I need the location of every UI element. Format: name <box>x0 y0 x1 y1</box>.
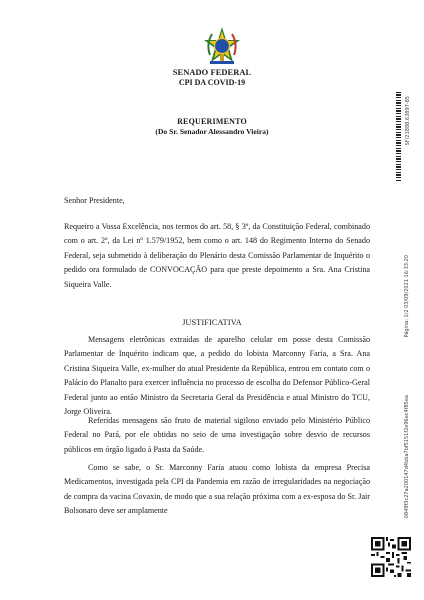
salutation: Senhor Presidente, <box>64 196 125 205</box>
header-cpi-covid: CPI DA COVID-19 <box>178 78 246 87</box>
barcode-icon <box>396 92 401 182</box>
request-paragraph: Requeiro a Vossa Excelência, nos termos do art. 58, § 3º, da Constituição Federal, combinado com o art. 2º, da Lei nº 1.579/1952, bem como o art. 148 do Regimento Interno do Senado Federal, seja submetido à deliberação do Plenário desta Comissão Parlamentar de Inquérito o pedido ora formulado de CONVOCAÇÃO para que preste depoimento a Sra. Ana Cristina Siqueira Valle. <box>64 222 370 289</box>
side-hash: 0849f3c27a200147d4bba7bf5151f2e96ec4f85ea <box>404 395 410 519</box>
requerimento-title: REQUERIMENTO <box>177 117 247 126</box>
justificativa-paragraph-3: Como se sabe, o Sr. Marconny Faria atuou como lobista da empresa Precisa Medicamentos, investigada pela CPI da Pandemia em razão de irregularidades na negociação de compra da vacina Covaxin, de modo que a sua relação próxima com a ex-esposa do Sr. Jair Bolsonaro deve ser amplamente <box>64 463 370 516</box>
justificativa-paragraph-1: Mensagens eletrônicas extraídas de aparelho celular em posse desta Comissão Parlamentar de Inquérito indicam que, a pedido do lobista Marconny Faria, a Sra. Ana Cristina Siqueira Valle, ex-mulher do atual Presidente da República, entrou em contato com o Palácio do Planalto para exercer influência no processo de escolha do Defensor Público-Geral Federal junto ao então Ministro da Secretaria Geral da Presidência e atual Ministro do TCU, Jorge Oliveira. <box>64 335 370 417</box>
side-document-code: SF/21888.63897-85 <box>405 96 411 146</box>
justificativa-paragraph-2: Referidas mensagens são fruto de material sigiloso enviado pelo Ministério Público Federal no Pará, por ele obtidas no seio de uma investigação sobre desvio de recursos públicos em órgão ligado à Pasta da Saúde. <box>64 416 370 454</box>
qr-code-icon <box>371 537 411 577</box>
justificativa-heading: JUSTIFICATIVA <box>182 318 242 327</box>
side-page-timestamp: Página: 1/2 03/09/2021 16:33:20 <box>404 255 410 338</box>
brazil-coat-of-arms-icon <box>202 26 242 66</box>
requerimento-subtitle: (Do Sr. Senador Alessandro Vieira) <box>155 127 269 136</box>
header-senado-federal: SENADO FEDERAL <box>172 68 252 77</box>
